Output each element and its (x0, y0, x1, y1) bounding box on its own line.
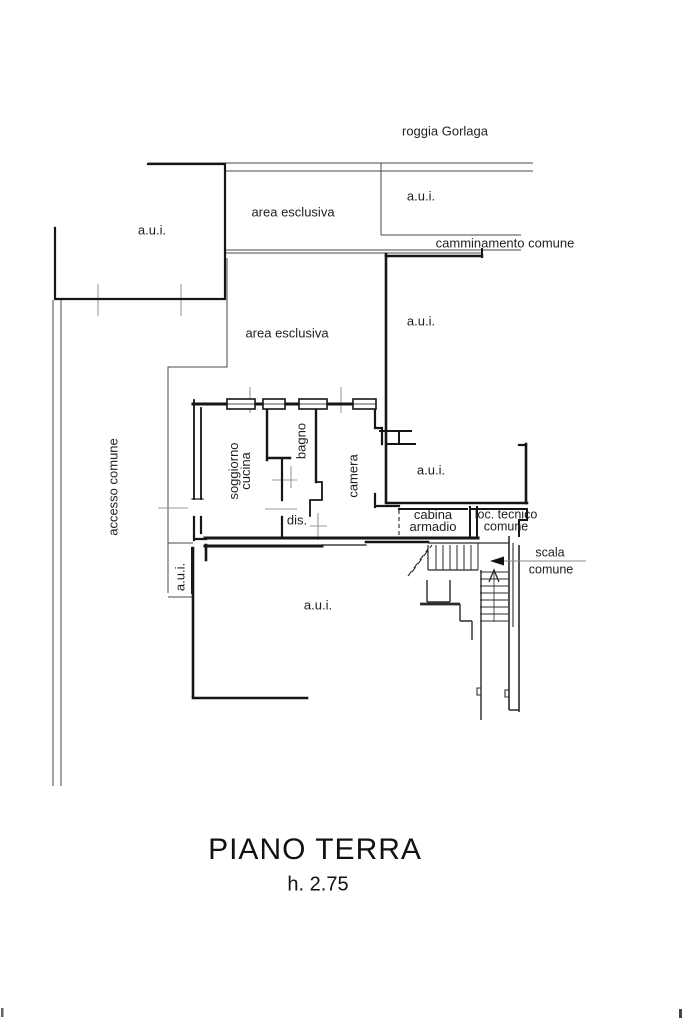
page-title: PIANO TERRA (208, 833, 422, 866)
label-aui-right-lower: a.u.i. (416, 462, 446, 478)
wc-niche-jog (310, 482, 322, 516)
label-dis: dis. (286, 512, 308, 528)
label-soggiorno-line2: cucina (238, 452, 253, 490)
label-aui-left-strip: a.u.i. (172, 562, 188, 592)
apartment-left-wall-upper (194, 400, 201, 499)
label-scala: scala (535, 545, 565, 560)
label-camminamento-comune: camminamento comune (435, 235, 575, 251)
label-loc-tecnico-line1: loc. tecnico (474, 507, 538, 522)
camera-northeast-jog (375, 408, 382, 444)
label-aui-lower-big: a.u.i. (303, 597, 333, 613)
windows (227, 399, 376, 409)
label-accesso-comune: accesso comune (105, 438, 121, 536)
below-stair-step-wall (460, 604, 472, 640)
label-cabina-armadio (410, 509, 457, 533)
label-soggiorno-cucina (228, 442, 252, 499)
label-scala-comune: comune (528, 562, 574, 577)
label-soggiorno-line1: soggiorno (226, 442, 241, 500)
label-aui-top-left: a.u.i. (137, 222, 167, 238)
lower-area-walls (193, 548, 307, 698)
page-subtitle: h. 2.75 (287, 873, 349, 896)
label-bagno: bagno (293, 422, 309, 460)
label-camera: camera (345, 454, 361, 498)
leader-arrow-icon (490, 557, 504, 566)
edge-artifact-bottom-left (1, 1008, 4, 1017)
shaft-wall-notches (477, 688, 509, 697)
label-aui-top-right: a.u.i. (406, 188, 436, 204)
label-loc-tecnico-comune (474, 507, 538, 533)
stair-treads-upper (436, 543, 478, 570)
label-area-esclusiva-mid: area esclusiva (245, 325, 329, 341)
bagno-left-bottom-wall (267, 408, 290, 460)
label-roggia-gorlaga: roggia Gorlaga (402, 123, 488, 139)
label-loc-tecnico-line2: comune (483, 519, 529, 533)
label-cabina-line1: cabina (413, 507, 453, 522)
label-aui-right-upper: a.u.i. (406, 313, 436, 329)
label-cabina-line2: armadio (409, 519, 457, 534)
label-area-esclusiva-top: area esclusiva (251, 204, 335, 220)
centerline-ticks (98, 284, 341, 540)
stair-closet (427, 580, 450, 602)
shaft-right-wall-outer (509, 545, 519, 712)
edge-artifact-bottom-right (679, 1009, 682, 1018)
